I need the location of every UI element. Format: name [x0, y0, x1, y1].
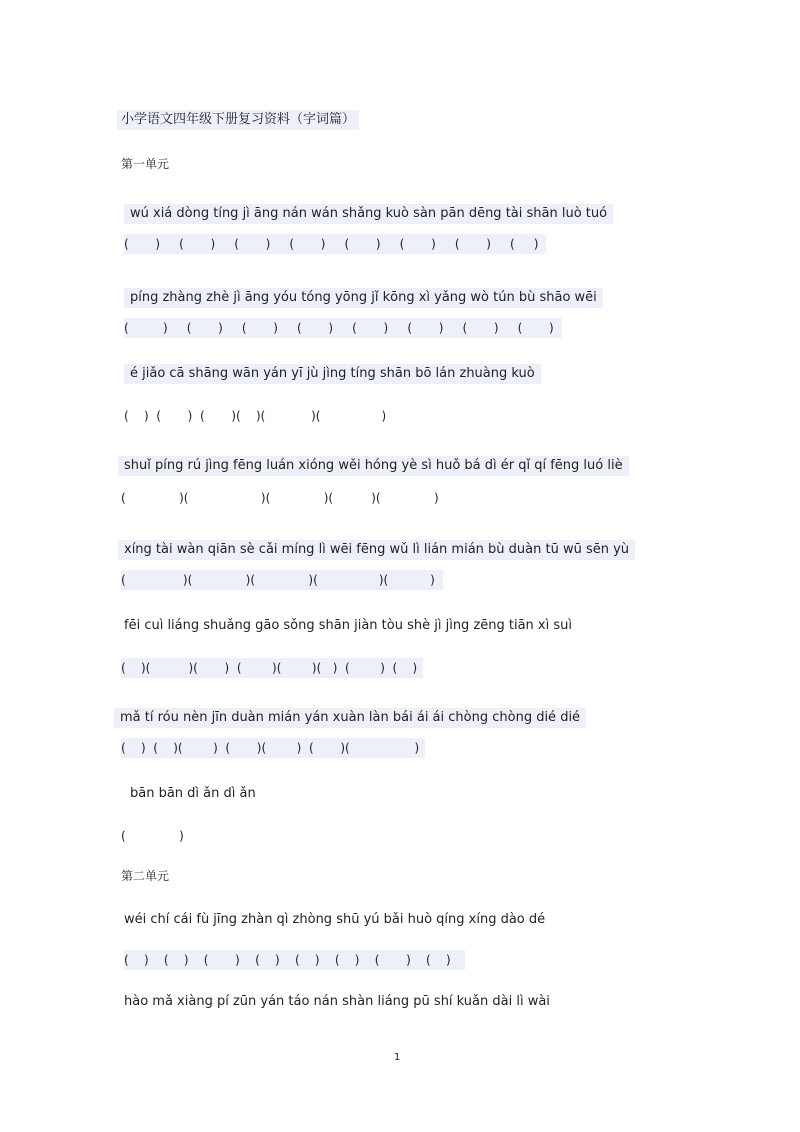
unit-1-brackets-row-1: ( ) ( ) ( ) ( ) ( ) ( ) ( ) ( )	[124, 234, 546, 254]
unit-1-pinyin-row-2: píng zhàng zhè jì āng yóu tóng yōng jǐ kōng xì yǎng wò tún bù shāo wēi	[124, 288, 603, 308]
unit-2-pinyin-row-1: wéi chí cái fù jīng zhàn qì zhòng shū yú bǎi huò qíng xíng dào dé	[124, 912, 546, 927]
unit-1-pinyin-row-1: wú xiá dòng tíng jì āng nán wán shǎng kuò sàn pān dēng tài shān luò tuó	[124, 204, 613, 224]
unit-2-pinyin-row-2: hào mǎ xiàng pí zūn yán táo nán shàn liáng pū shí kuǎn dài lì wài	[124, 994, 550, 1009]
unit-1-brackets-row-8: ( )	[121, 829, 184, 843]
unit-1-brackets-row-3: ( ) ( ) ( )( )( )( )	[124, 409, 387, 423]
unit-1-brackets-row-7: ( ) ( )( ) ( )( ) ( )( )	[121, 738, 425, 758]
unit-1-brackets-row-5: ( )( )( )( )( )	[121, 570, 443, 590]
unit-1-pinyin-row-7: mǎ tí róu nèn jīn duàn mián yán xuàn làn bái ái ái chòng chòng dié dié	[114, 708, 586, 728]
unit-1-brackets-row-4: ( )( )( )( )( )	[121, 491, 439, 505]
unit-1-pinyin-row-4: shuǐ píng rú jìng fēng luán xióng wěi hóng yè sì huǒ bá dì ér qǐ qí fēng luó liè	[118, 456, 629, 476]
unit-1-heading: 第一单元	[121, 157, 170, 171]
unit-1-pinyin-row-3: é jiǎo cā shāng wān yán yī jù jìng tíng shān bō lán zhuàng kuò	[124, 364, 541, 384]
document-title: 小学语文四年级下册复习资料（字词篇）	[117, 110, 359, 130]
unit-1-brackets-row-6: ( )( )( ) ( )( )( ) ( ) ( )	[121, 658, 423, 678]
unit-1-pinyin-row-6: fēi cuì liáng shuǎng gāo sǒng shān jiàn tòu shè jì jìng zēng tiān xì suì	[124, 618, 572, 633]
unit-1-brackets-row-2: ( ) ( ) ( ) ( ) ( ) ( ) ( ) ( )	[124, 318, 562, 338]
unit-1-pinyin-row-5: xíng tài wàn qiān sè cǎi míng lì wēi fēng wǔ lì lián mián bù duàn tū wū sēn yù	[118, 540, 635, 560]
unit-1-pinyin-row-8: bān bān dì ǎn dì ǎn	[130, 786, 256, 801]
unit-2-brackets-row-1: ( ) ( ) ( ) ( ) ( ) ( ) ( ) ( )	[124, 950, 465, 970]
page-number: 1	[394, 1052, 401, 1063]
unit-2-heading: 第二单元	[121, 869, 170, 883]
